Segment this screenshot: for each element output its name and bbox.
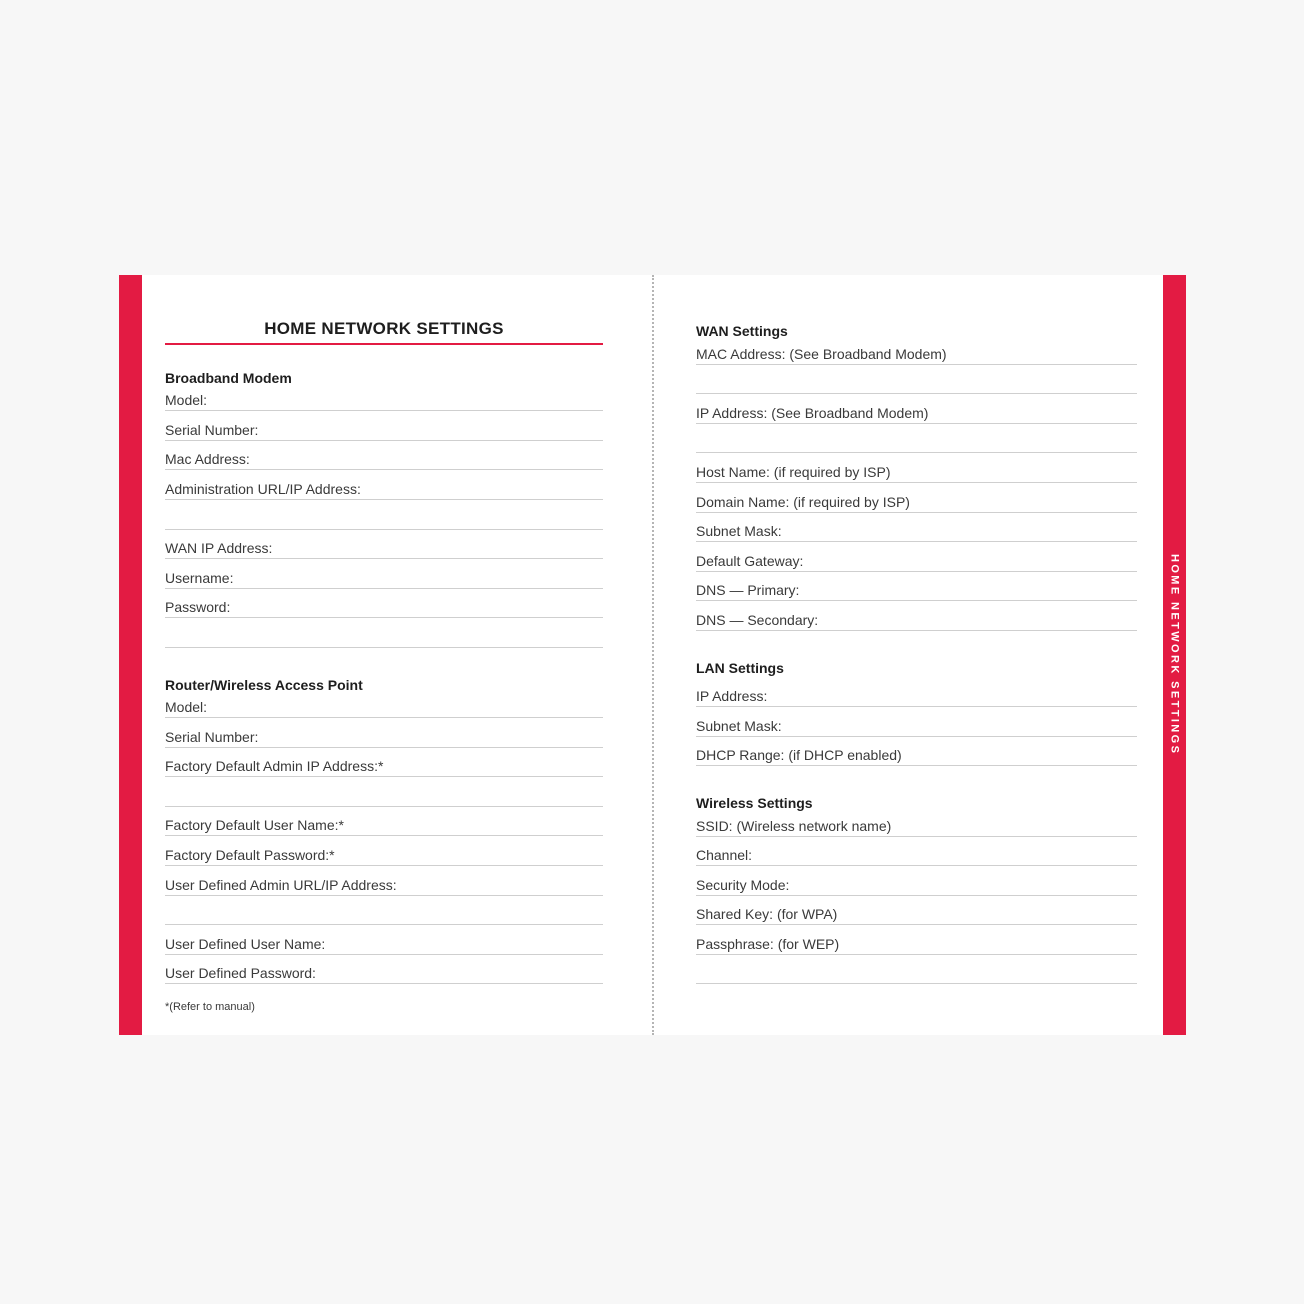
field-modem-username[interactable]: Username: [165,568,603,589]
footnote: *(Refer to manual) [165,1001,255,1013]
field-modem-wan-ip[interactable]: WAN IP Address: [165,538,603,559]
field-wireless-blank[interactable] [696,963,1137,984]
field-wireless-channel[interactable]: Channel: [696,845,1137,866]
field-wan-mac-address[interactable]: MAC Address: (See Broadband Modem) [696,344,1137,365]
field-modem-admin-url-continued[interactable] [165,509,603,530]
field-router-default-user-name[interactable]: Factory Default User Name:* [165,815,603,836]
section-heading-wan: WAN Settings [696,323,788,339]
field-router-user-admin-url[interactable]: User Defined Admin URL/IP Address: [165,875,603,896]
field-wan-host-name[interactable]: Host Name: (if required by ISP) [696,462,1137,483]
field-router-default-admin-ip-continued[interactable] [165,786,603,807]
form-spread [119,275,1186,1035]
field-router-user-name[interactable]: User Defined User Name: [165,934,603,955]
left-accent-bar [119,275,142,1035]
field-lan-ip-address[interactable]: IP Address: [696,686,1137,707]
field-modem-mac-address[interactable]: Mac Address: [165,449,603,470]
field-router-default-admin-ip[interactable]: Factory Default Admin IP Address:* [165,756,603,777]
page-gutter [652,275,654,1035]
field-router-default-password[interactable]: Factory Default Password:* [165,845,603,866]
field-wan-mac-address-continued[interactable] [696,373,1137,394]
field-wireless-ssid[interactable]: SSID: (Wireless network name) [696,816,1137,837]
side-tab [1163,275,1186,1035]
field-lan-dhcp-range[interactable]: DHCP Range: (if DHCP enabled) [696,745,1137,766]
field-modem-admin-url[interactable]: Administration URL/IP Address: [165,479,603,500]
field-modem-blank[interactable] [165,627,603,648]
field-router-serial-number[interactable]: Serial Number: [165,727,603,748]
field-router-model[interactable]: Model: [165,697,603,718]
section-heading-router: Router/Wireless Access Point [165,677,363,693]
field-modem-serial-number[interactable]: Serial Number: [165,420,603,441]
field-router-user-admin-url-continued[interactable] [165,904,603,925]
section-heading-lan: LAN Settings [696,660,784,676]
field-lan-subnet-mask[interactable]: Subnet Mask: [696,716,1137,737]
field-wan-dns-primary[interactable]: DNS — Primary: [696,580,1137,601]
section-heading-broadband-modem: Broadband Modem [165,370,292,386]
field-router-user-password[interactable]: User Defined Password: [165,963,603,984]
section-heading-wireless: Wireless Settings [696,795,813,811]
page-title: HOME NETWORK SETTINGS [165,319,603,345]
side-tab-label: HOME NETWORK SETTINGS [1168,554,1181,756]
field-wan-ip-address[interactable]: IP Address: (See Broadband Modem) [696,403,1137,424]
field-wireless-shared-key[interactable]: Shared Key: (for WPA) [696,904,1137,925]
field-wan-domain-name[interactable]: Domain Name: (if required by ISP) [696,492,1137,513]
field-wan-ip-address-continued[interactable] [696,432,1137,453]
field-wireless-passphrase[interactable]: Passphrase: (for WEP) [696,934,1137,955]
field-wan-subnet-mask[interactable]: Subnet Mask: [696,521,1137,542]
field-wireless-security-mode[interactable]: Security Mode: [696,875,1137,896]
field-wan-default-gateway[interactable]: Default Gateway: [696,551,1137,572]
field-modem-password[interactable]: Password: [165,597,603,618]
field-wan-dns-secondary[interactable]: DNS — Secondary: [696,610,1137,631]
field-modem-model[interactable]: Model: [165,390,603,411]
